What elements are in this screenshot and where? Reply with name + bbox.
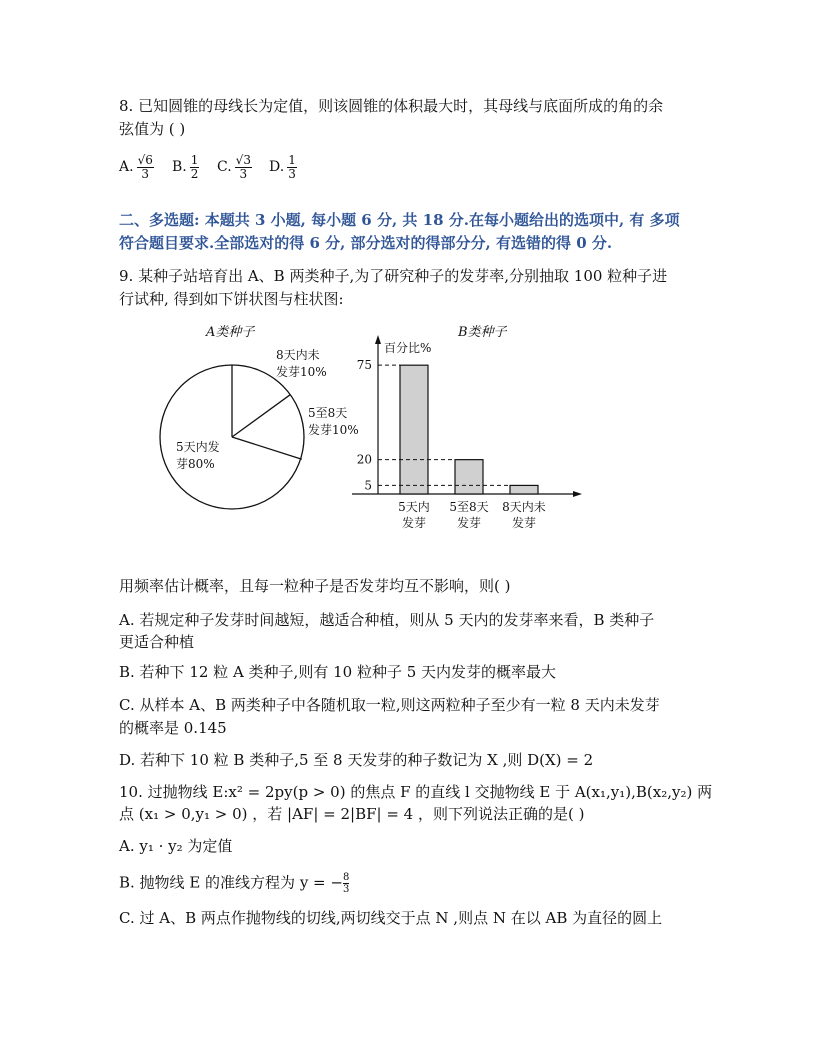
- option-fraction: [287, 154, 297, 181]
- fraction-numerator: √6: [137, 152, 153, 167]
- q9-option-d[interactable]: D. 若种下 10 粒 B 类种子,5 至 8 天发芽的种子数记为 X ,则 D(X) = 2: [119, 751, 594, 769]
- option-label: A.: [119, 159, 134, 175]
- q9-option-a-line1[interactable]: A. 若规定种子发芽时间越短，越适合种植，则从 5 天内的发芽率来看，B 类种子: [119, 611, 655, 629]
- option-fraction: [137, 154, 154, 181]
- pie-label: 芽80%: [176, 457, 215, 471]
- q10-option-a[interactable]: A. y₁ · y₂ 为定值: [119, 837, 233, 855]
- q9-option-b[interactable]: B. 若种下 12 粒 A 类种子,则有 10 粒种子 5 天内发芽的概率最大: [119, 663, 557, 681]
- x-tick-label: 发芽: [401, 516, 427, 530]
- fraction-denominator: 3: [239, 166, 248, 181]
- q10-option-b-fraction: [343, 872, 349, 895]
- q8-stem-line2: 弦值为 ( ): [119, 120, 186, 138]
- q10-stem-line2: 点 (x₁ > 0,y₁ > 0) ，若 |AF| = 2|BF| = 4 ，则下列说法正确的是( ): [119, 805, 585, 823]
- option-label: C.: [217, 159, 232, 175]
- fraction-denominator: 3: [141, 166, 150, 181]
- y-tick-label: 75: [356, 358, 372, 373]
- option-label: D.: [269, 159, 285, 175]
- bar: [455, 460, 483, 494]
- option-fraction: [235, 154, 252, 181]
- x-tick-label: 8天内未: [502, 500, 546, 514]
- fraction-denominator: 3: [342, 884, 350, 895]
- pie-label: 5至8天: [308, 406, 348, 420]
- fraction-denominator: 2: [190, 166, 199, 181]
- q9-option-c-line1[interactable]: C. 从样本 A、B 两类种子中各随机取一粒,则这两粒种子至少有一粒 8 天内未发芽: [119, 696, 660, 714]
- bar: [400, 365, 428, 494]
- q10-option-b[interactable]: [119, 872, 349, 895]
- section-heading-line1: 二、多选题: 本题共 3 小题, 每小题 6 分, 共 18 分.在每小题给出的选项中, 有 多项: [119, 211, 680, 229]
- pie-label: 8天内未: [276, 348, 320, 362]
- x-tick-label: 5至8天: [449, 500, 489, 514]
- pie-chart: [115, 318, 359, 548]
- y-axis-label: 百分比%: [384, 341, 432, 355]
- q10-option-b-text: B. 抛物线 E 的准线方程为 y = −: [119, 873, 343, 892]
- fraction-denominator: 3: [288, 166, 296, 181]
- fraction-numerator: 1: [190, 152, 199, 167]
- q8-option-d[interactable]: [269, 150, 297, 184]
- fraction-numerator: 1: [288, 152, 296, 167]
- q9-question: 用频率估计概率，且每一粒种子是否发芽均互不影响，则( ): [119, 577, 511, 595]
- fraction-numerator: √3: [235, 152, 251, 167]
- q8-option-c[interactable]: [217, 150, 252, 184]
- x-tick-label: 发芽: [456, 516, 482, 530]
- pie-label: 5天内发: [176, 440, 220, 454]
- fraction-numerator: 8: [342, 872, 350, 883]
- bar-chart: [340, 318, 590, 538]
- q10-stem-line1: 10. 过抛物线 E:x² = 2py(p > 0) 的焦点 F 的直线 l 交抛物线 E 于 A(x₁,y₁),B(x₂,y₂) 两: [119, 783, 713, 801]
- y-tick-label: 20: [356, 452, 372, 467]
- q9-stem-line2: 行试种, 得到如下饼状图与柱状图:: [119, 290, 344, 308]
- bar: [510, 485, 538, 494]
- y-axis-arrow: [375, 335, 381, 344]
- q8-option-b[interactable]: [172, 150, 199, 184]
- x-tick-label: 5天内: [398, 500, 430, 514]
- option-label: B.: [172, 159, 187, 175]
- pie-title: A类种子: [206, 325, 255, 340]
- section-heading-line2: 符合题目要求.全部选对的得 6 分, 部分选对的得部分分, 有选错的得 0 分.: [119, 234, 613, 252]
- option-fraction: [190, 154, 200, 181]
- bar-chart-title: B类种子: [458, 325, 507, 340]
- q9-option-a-line2[interactable]: 更适合种植: [119, 633, 195, 651]
- x-axis-arrow: [573, 491, 582, 497]
- pie-label: 发芽10%: [308, 423, 359, 437]
- x-tick-label: 发芽: [511, 516, 537, 530]
- y-tick-label: 5: [364, 478, 372, 493]
- q10-option-c[interactable]: C. 过 A、B 两点作抛物线的切线,两切线交于点 N ,则点 N 在以 AB 为直径的圆上: [119, 909, 663, 927]
- q8-stem-line1: 8. 已知圆锥的母线长为定值，则该圆锥的体积最大时，其母线与底面所成的角的余: [119, 97, 664, 115]
- pie-label: 发芽10%: [276, 365, 327, 379]
- q9-option-c-line2[interactable]: 的概率是 0.145: [119, 719, 227, 737]
- q9-stem-line1: 9. 某种子站培育出 A、B 两类种子,为了研究种子的发芽率,分别抽取 100 粒种子进: [119, 267, 668, 285]
- q8-option-a[interactable]: [119, 150, 154, 184]
